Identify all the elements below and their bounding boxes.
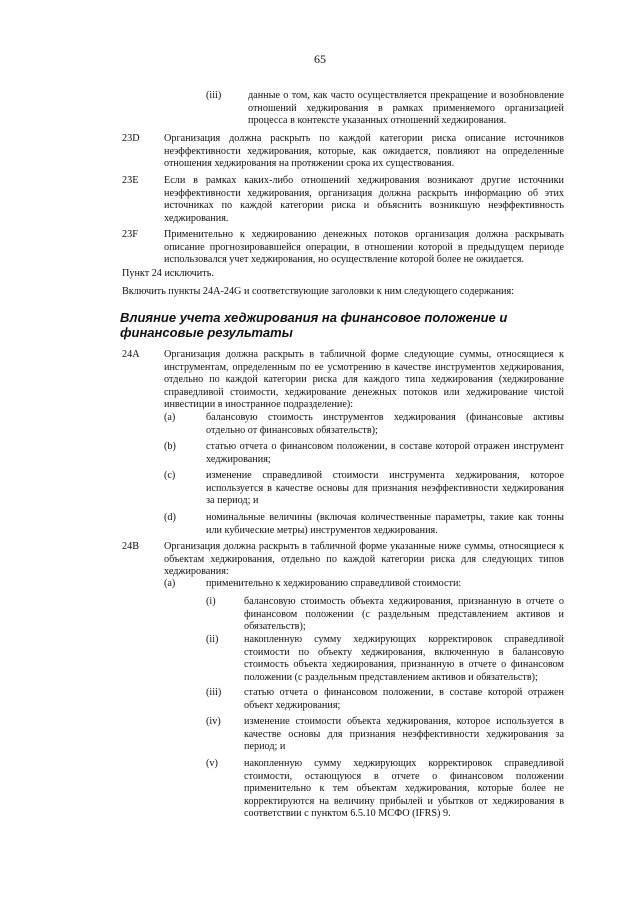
subitem-marker: (v)	[206, 758, 218, 769]
item-text: балансовую стоимость инструментов хеджирования (финансовые активы отдельно от финансовых обязательств);	[206, 412, 564, 436]
item-marker: (b)	[164, 441, 176, 452]
subitem-text: накопленную сумму хеджирующих корректировок справедливой стоимости, остающуюся в отчете о финансовом положении применительно к тем объектам хеджирования, которые более не корректируются на величину прибылей и убытков от хеджирования в соответствии с пунктом 6.5.10 МСФО (IFRS) 9.	[244, 758, 564, 820]
paragraph-text: Если в рамках каких-либо отношений хеджирования возникают другие источники неэффективности хеджирования, организация должна раскрыть информацию об этих источниках по каждой категории риска и объяснить возникшую неэффективность хеджирования.	[164, 175, 564, 224]
page-number: 65	[314, 52, 326, 66]
paragraph-number: 23D	[122, 133, 140, 144]
item-text: данные о том, как часто осуществляется прекращение и возобновление отношений хеджирования в рамках применяемого организацией процесса в контексте указанных отношений хеджирования.	[248, 90, 564, 127]
subitem-marker: (ii)	[206, 634, 219, 645]
item-marker: (c)	[164, 470, 176, 481]
paragraph-text: Организация должна раскрыть в табличной форме указанные ниже суммы, относящиеся к объектам хеджирования, отдельно по каждой категории риска для следующих типов хеджирования:	[164, 541, 564, 578]
item-text: применительно к хеджированию справедливой стоимости:	[206, 578, 462, 589]
paragraph-text: Организация должна раскрыть по каждой категории риска описание источников неэффективности хеджирования, которые, как ожидается, повлияют на определенные отношения хеджирования на протяжении срока их существования.	[164, 133, 564, 170]
paragraph-number: 24A	[122, 349, 140, 360]
paragraph-text: Применительно к хеджированию денежных потоков организация должна раскрывать описание прогнозировавшейся операции, в отношении которой в предыдущем периоде использовался учет хеджирования, но осуществление которой более не ожидается.	[164, 229, 564, 266]
subitem-marker: (i)	[206, 596, 216, 607]
subitem-text: статью отчета о финансовом положении, в составе которой отражен объект хеджирования;	[244, 687, 564, 711]
section-heading: Влияние учета хеджирования на финансовое положение и финансовые результаты	[120, 310, 508, 341]
paragraph-number: 24B	[122, 541, 139, 552]
item-marker: (d)	[164, 512, 176, 523]
note-text: Включить пункты 24A-24G и соответствующие заголовки к ним следующего содержания:	[122, 286, 515, 297]
subitem-text: изменение стоимости объекта хеджирования, которое используется в качестве основы для признания неэффективности хеджирования за период; и	[244, 716, 564, 753]
item-text: статью отчета о финансовом положении, в составе которой отражен инструмент хеджирования;	[206, 441, 564, 465]
subitem-marker: (iii)	[206, 687, 222, 698]
subitem-text: балансовую стоимость объекта хеджирования, признанную в отчете о финансовом положении (с раздельным представлением активов и обязательств);	[244, 596, 564, 633]
subitem-marker: (iv)	[206, 716, 221, 727]
item-marker: (a)	[164, 578, 176, 589]
paragraph-text: Организация должна раскрыть в табличной форме следующие суммы, относящиеся к инструментам, определенным по ее усмотрению в качестве инструментов хеджирования, отдельно по каждой категории риска для каждого типа хеджирования (хеджирование справедливой стоимости, хеджирование денежных потоков или хеджирование чистой инвестиции в иностранное подразделение):	[164, 349, 564, 411]
subitem-text: накопленную сумму хеджирующих корректировок справедливой стоимости по объекту хеджирования, включенную в балансовую стоимость объекта хеджирования, признанную в отчете о финансовом положении (с раздельным представлением активов и обязательств);	[244, 634, 564, 683]
item-text: изменение справедливой стоимости инструмента хеджирования, которое используется в качестве основы для признания неэффективности хеджирования за период; и	[206, 470, 564, 507]
paragraph-number: 23E	[122, 175, 139, 186]
item-text: номинальные величины (включая количественные параметры, такие как тонны или кубические метры) инструментов хеджирования.	[206, 512, 564, 536]
paragraph-number: 23F	[122, 229, 138, 240]
item-marker: (iii)	[206, 90, 222, 101]
item-marker: (a)	[164, 412, 176, 423]
note-text: Пункт 24 исключить.	[122, 268, 214, 279]
